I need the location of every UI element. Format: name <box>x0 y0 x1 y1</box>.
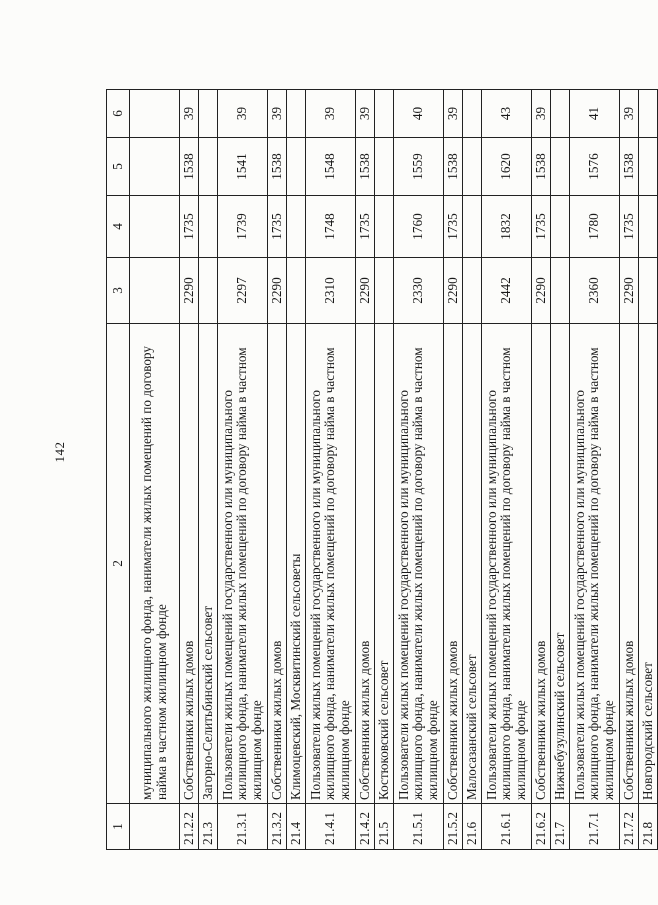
row-code: 21.6.1 <box>482 804 532 850</box>
row-value-col6: 39 <box>356 90 375 138</box>
table-row <box>551 90 570 850</box>
row-value-col4 <box>639 196 658 258</box>
row-value-col3: 2290 <box>356 258 375 324</box>
row-value-col6: 39 <box>268 90 287 138</box>
row-value-col6: 39 <box>180 90 199 138</box>
row-description: Пользователи жилых помещений государственного или муниципального жилищного фонда, наниматели жилых помещений по договору найма в частном жилищном фонде <box>306 324 356 804</box>
row-description: Собственники жилых домов <box>180 324 199 804</box>
table-row <box>306 90 356 850</box>
row-value-col5: 1538 <box>356 138 375 196</box>
row-description: Загорно-Селитьбинский сельсовет <box>199 324 218 804</box>
row-value-col4: 1735 <box>268 196 287 258</box>
row-description: Собственники жилых домов <box>444 324 463 804</box>
row-value-col3: 2290 <box>180 258 199 324</box>
row-description: Климоцевский, Москвитинский сельсоветы <box>287 324 306 804</box>
row-value-col5: 1548 <box>306 138 356 196</box>
row-code: 21.3 <box>199 804 218 850</box>
row-value-col5: 1541 <box>218 138 268 196</box>
row-code <box>130 804 180 850</box>
row-value-col6: 39 <box>620 90 639 138</box>
row-value-col3 <box>130 258 180 324</box>
row-value-col4 <box>287 196 306 258</box>
row-value-col5 <box>463 138 482 196</box>
row-code: 21.6.2 <box>532 804 551 850</box>
row-value-col6 <box>199 90 218 138</box>
table-row <box>639 90 658 850</box>
row-value-col6 <box>375 90 394 138</box>
row-value-col6: 41 <box>570 90 620 138</box>
row-value-col6: 39 <box>444 90 463 138</box>
row-value-col3: 2442 <box>482 258 532 324</box>
row-value-col4: 1748 <box>306 196 356 258</box>
table-row <box>356 90 375 850</box>
rotated-table-container <box>106 90 655 850</box>
row-value-col4: 1780 <box>570 196 620 258</box>
row-value-col3: 2310 <box>306 258 356 324</box>
table-row <box>218 90 268 850</box>
table-row <box>463 90 482 850</box>
row-value-col4: 1739 <box>218 196 268 258</box>
row-code: 21.5.2 <box>444 804 463 850</box>
row-description: Пользователи жилых помещений государственного или муниципального жилищного фонда, наниматели жилых помещений по договору найма в частном жилищном фонде <box>394 324 444 804</box>
row-description: Пользователи жилых помещений государственного или муниципального жилищного фонда, наниматели жилых помещений по договору найма в частном жилищном фонде <box>218 324 268 804</box>
row-value-col6: 43 <box>482 90 532 138</box>
row-value-col6 <box>463 90 482 138</box>
row-description: Собственники жилых домов <box>620 324 639 804</box>
table-row <box>570 90 620 850</box>
row-description: Нижнебузулинский сельсовет <box>551 324 570 804</box>
row-value-col6: 39 <box>532 90 551 138</box>
table-row <box>375 90 394 850</box>
row-value-col5 <box>199 138 218 196</box>
row-value-col3: 2360 <box>570 258 620 324</box>
table-row <box>199 90 218 850</box>
row-value-col3: 2290 <box>268 258 287 324</box>
row-value-col5: 1576 <box>570 138 620 196</box>
row-value-col6: 39 <box>306 90 356 138</box>
row-code: 21.3.1 <box>218 804 268 850</box>
row-value-col3 <box>463 258 482 324</box>
row-description: Малосазанский сельсовет <box>463 324 482 804</box>
row-value-col5: 1620 <box>482 138 532 196</box>
row-value-col4 <box>130 196 180 258</box>
row-description: Пользователи жилых помещений государственного или муниципального жилищного фонда, наниматели жилых помещений по договору найма в частном жилищном фонде <box>482 324 532 804</box>
row-code: 21.8 <box>639 804 658 850</box>
row-value-col4: 1760 <box>394 196 444 258</box>
row-value-col5: 1538 <box>444 138 463 196</box>
row-value-col4: 1735 <box>444 196 463 258</box>
row-value-col5 <box>130 138 180 196</box>
row-value-col3 <box>287 258 306 324</box>
row-value-col3 <box>551 258 570 324</box>
row-description: Собственники жилых домов <box>268 324 287 804</box>
table-row <box>482 90 532 850</box>
row-value-col3: 2330 <box>394 258 444 324</box>
table-row <box>394 90 444 850</box>
row-value-col6 <box>551 90 570 138</box>
row-value-col5 <box>551 138 570 196</box>
row-value-col3: 2290 <box>532 258 551 324</box>
column-header: 3 <box>107 258 130 324</box>
column-header: 4 <box>107 196 130 258</box>
table-row <box>130 90 180 850</box>
page-number: 142 <box>52 441 67 463</box>
table-header-row <box>107 90 130 850</box>
row-value-col5 <box>639 138 658 196</box>
row-value-col6 <box>287 90 306 138</box>
row-code: 21.4 <box>287 804 306 850</box>
row-value-col4: 1735 <box>180 196 199 258</box>
table-row <box>620 90 639 850</box>
table-row <box>268 90 287 850</box>
row-value-col4 <box>199 196 218 258</box>
column-header: 1 <box>107 804 130 850</box>
table-row <box>532 90 551 850</box>
row-value-col3 <box>639 258 658 324</box>
row-code: 21.4.2 <box>356 804 375 850</box>
table-body <box>130 90 658 850</box>
row-description: Пользователи жилых помещений государственного или муниципального жилищного фонда, наниматели жилых помещений по договору найма в частном жилищном фонде <box>570 324 620 804</box>
row-value-col6 <box>639 90 658 138</box>
row-description: Собственники жилых домов <box>356 324 375 804</box>
row-value-col4 <box>551 196 570 258</box>
row-code: 21.7 <box>551 804 570 850</box>
row-value-col5: 1559 <box>394 138 444 196</box>
row-code: 21.2.2 <box>180 804 199 850</box>
row-value-col3 <box>375 258 394 324</box>
row-value-col3: 2290 <box>444 258 463 324</box>
row-value-col5: 1538 <box>268 138 287 196</box>
row-description: Собственники жилых домов <box>532 324 551 804</box>
column-header: 2 <box>107 324 130 804</box>
table-row <box>444 90 463 850</box>
row-description: Новгородский сельсовет <box>639 324 658 804</box>
row-code: 21.7.2 <box>620 804 639 850</box>
row-code: 21.7.1 <box>570 804 620 850</box>
row-code: 21.3.2 <box>268 804 287 850</box>
table-row <box>287 90 306 850</box>
row-value-col4 <box>463 196 482 258</box>
row-code: 21.5.1 <box>394 804 444 850</box>
row-value-col3: 2290 <box>620 258 639 324</box>
row-value-col4: 1735 <box>620 196 639 258</box>
row-value-col6: 40 <box>394 90 444 138</box>
row-value-col5: 1538 <box>532 138 551 196</box>
tariff-table <box>106 89 658 850</box>
row-value-col5 <box>375 138 394 196</box>
row-code: 21.6 <box>463 804 482 850</box>
row-value-col4 <box>375 196 394 258</box>
row-value-col4: 1832 <box>482 196 532 258</box>
row-value-col5: 1538 <box>180 138 199 196</box>
row-value-col4: 1735 <box>532 196 551 258</box>
row-value-col5 <box>287 138 306 196</box>
row-code: 21.4.1 <box>306 804 356 850</box>
row-code: 21.5 <box>375 804 394 850</box>
row-value-col3 <box>199 258 218 324</box>
row-description: Костюковский сельсовет <box>375 324 394 804</box>
column-header: 5 <box>107 138 130 196</box>
row-value-col6: 39 <box>218 90 268 138</box>
row-value-col4: 1735 <box>356 196 375 258</box>
row-value-col3: 2297 <box>218 258 268 324</box>
row-value-col6 <box>130 90 180 138</box>
row-value-col5: 1538 <box>620 138 639 196</box>
row-description: муниципального жилищного фонда, наниматели жилых помещений по договору найма в частном жилищном фонде <box>130 324 180 804</box>
table-row <box>180 90 199 850</box>
column-header: 6 <box>107 90 130 138</box>
